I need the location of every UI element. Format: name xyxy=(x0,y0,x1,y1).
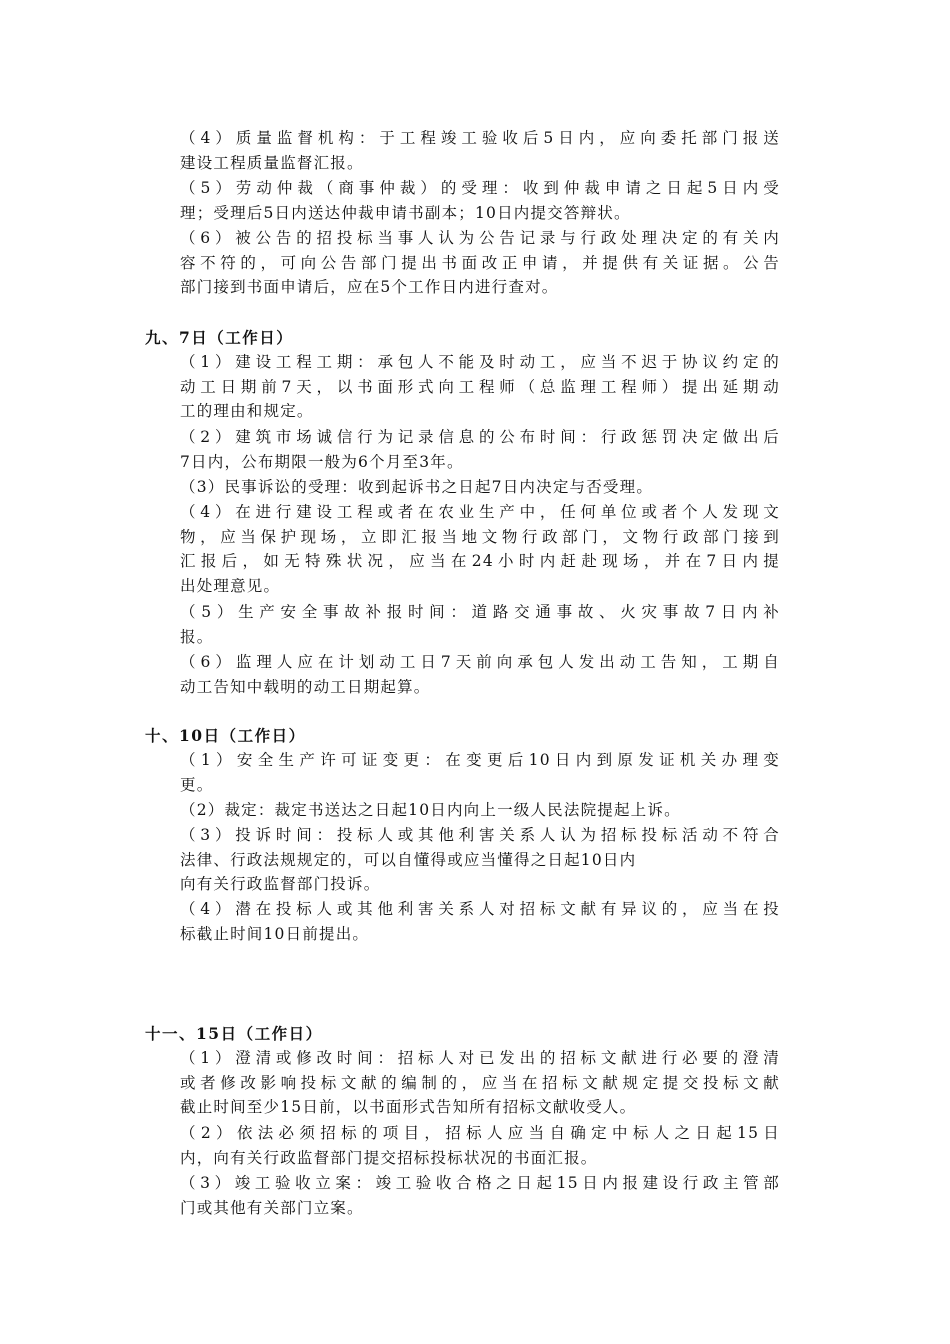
section-heading: 十、10日（工作日） xyxy=(145,726,306,745)
text-line: （6）监理人应在计划动工日7天前向承包人发出动工告知，工期自 xyxy=(180,653,780,671)
text-line: 动工日期前7天，以书面形式向工程师（总监理工程师）提出延期动 xyxy=(180,377,780,396)
text-line: 向有关行政监督部门投诉。 xyxy=(180,875,381,893)
list-item xyxy=(180,350,780,424)
text-line: 汇报后，如无特殊状况，应当在24小时内赶赴现场，并在7日内提 xyxy=(180,552,780,570)
text-line: 建设工程质量监督汇报。 xyxy=(180,153,364,172)
list-item xyxy=(180,897,780,946)
text-line: 物，应当保护现场，立即汇报当地文物行政部门，文物行政部门接到 xyxy=(180,527,780,546)
text-line: （2）依法必须招标的项目，招标人应当自确定中标人之日起15日 xyxy=(180,1124,780,1142)
text-line: （6）被公告的招投标当事人认为公告记录与行政处理决定的有关内 xyxy=(180,229,780,247)
list-item xyxy=(180,126,780,175)
text-line: （4）在进行建设工程或者在农业生产中，任何单位或者个人发现文 xyxy=(180,503,780,521)
text-line: 更。 xyxy=(180,775,214,794)
text-line: 报。 xyxy=(180,627,214,646)
list-item xyxy=(180,823,780,897)
text-line: 动工告知中载明的动工日期起算。 xyxy=(180,677,431,696)
text-line: 工的理由和规定。 xyxy=(180,402,314,420)
text-line: 标截止时间10日前提出。 xyxy=(180,924,370,943)
section-heading: 九、7日（工作日） xyxy=(145,328,294,347)
text-line: 截止时间至少15日前，以书面形式告知所有招标文献收受人。 xyxy=(180,1098,637,1116)
section-heading: 十一、15日（工作日） xyxy=(145,1024,323,1043)
list-item xyxy=(180,425,780,474)
text-line: （1）安全生产许可证变更：在变更后10日内到原发证机关办理变 xyxy=(180,751,780,769)
list-item xyxy=(180,748,780,797)
text-line: （4）潜在投标人或其他利害关系人对招标文献有异议的，应当在投 xyxy=(180,900,780,918)
text-line: 容不符的，可向公告部门提出书面改正申请，并提供有关证据。公告 xyxy=(180,253,780,272)
text-line: 部门接到书面申请后，应在5个工作日内进行查对。 xyxy=(180,278,559,296)
text-line: （2）裁定：裁定书送达之日起10日内向上一级人民法院提起上诉。 xyxy=(180,801,681,819)
text-line: （3）民事诉讼的受理：收到起诉书之日起7日内决定与否受理。 xyxy=(180,478,654,496)
text-line: 7日内，公布期限一般为6个月至3年。 xyxy=(180,452,464,471)
text-line: （1）澄清或修改时间：招标人对已发出的招标文献进行必要的澄清 xyxy=(180,1049,780,1067)
text-line: 门或其他有关部门立案。 xyxy=(180,1198,364,1217)
text-line: （4）质量监督机构：于工程竣工验收后5日内，应向委托部门报送 xyxy=(180,129,780,147)
text-line: （5）劳动仲裁（商事仲裁）的受理：收到仲裁申请之日起5日内受 xyxy=(180,179,780,197)
text-line: 内，向有关行政监督部门提交招标投标状况的书面汇报。 xyxy=(180,1148,598,1167)
list-item xyxy=(180,1171,780,1220)
text-line: 理；受理后5日内送达仲裁申请书副本；10日内提交答辩状。 xyxy=(180,203,631,222)
text-line: 出处理意见。 xyxy=(180,576,281,595)
text-line: （2）建筑市场诚信行为记录信息的公布时间：行政惩罚决定做出后 xyxy=(180,428,780,446)
list-item xyxy=(180,475,780,500)
text-line: （3）投诉时间：投标人或其他利害关系人认为招标投标活动不符合 xyxy=(180,826,780,844)
list-item xyxy=(180,600,780,649)
text-line: （5）生产安全事故补报时间：道路交通事故、火灾事故7日内补 xyxy=(180,603,780,621)
list-item xyxy=(180,1046,780,1120)
list-item xyxy=(180,1121,780,1170)
text-line: 或者修改影响投标文献的编制的，应当在招标文献规定提交投标文献 xyxy=(180,1073,780,1092)
list-item xyxy=(180,798,780,823)
list-item xyxy=(180,650,780,699)
text-line: 法律、行政法规规定的，可以自懂得或应当懂得之日起10日内 xyxy=(180,850,637,869)
list-item xyxy=(180,226,780,300)
list-item xyxy=(180,176,780,225)
text-line: （3）竣工验收立案：竣工验收合格之日起15日内报建设行政主管部 xyxy=(180,1174,780,1192)
text-line: （1）建设工程工期：承包人不能及时动工，应当不迟于协议约定的 xyxy=(180,353,780,371)
list-item xyxy=(180,500,780,598)
